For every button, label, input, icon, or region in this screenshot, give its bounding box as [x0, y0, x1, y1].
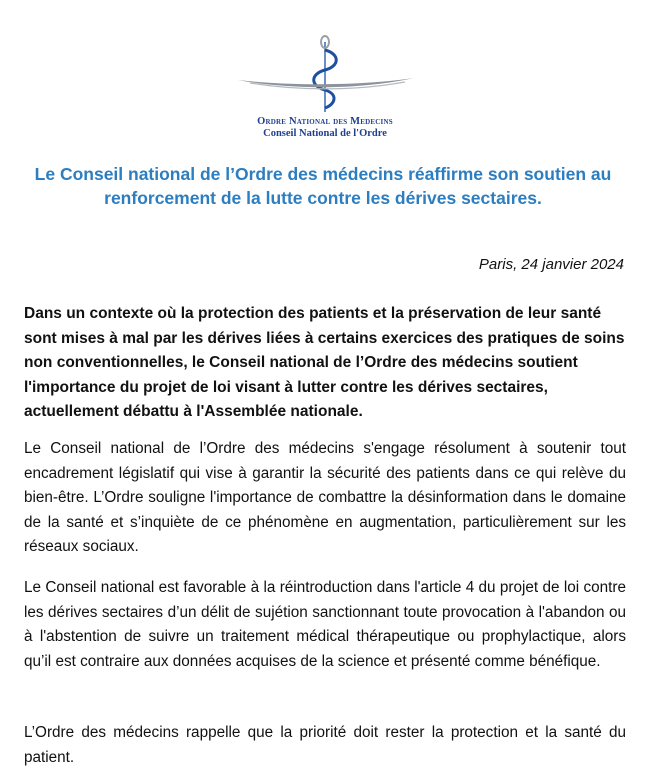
body-paragraph-1: Le Conseil national de l’Ordre des médecins s'engage résolument à soutenir tout encadrement législatif qui vise à garantir la sécurité des patients dans ce qui relève du bien-être. L’Ordre souligne l'importance de combattre la désinformation dans le domaine de la santé et s’inquiète de ce phénomène en augmentation, particulièrement sur les réseaux sociaux.: [24, 440, 626, 555]
press-release-title: Le Conseil national de l’Ordre des médecins réaffirme son soutien au renforcement de la lutte contre les dérives sectaires.: [34, 164, 612, 208]
caduceus-logo-icon: [230, 28, 420, 116]
body-paragraph-3: L’Ordre des médecins rappelle que la priorité doit rester la protection et la santé du patient.: [24, 724, 626, 766]
lead-paragraph: Dans un contexte où la protection des patients et la préservation de leur santé sont mises à mal par les dérives liées à certains exercices des pratiques de soins non conventionnelles, le Conseil national de l’Ordre des médecins soutient l'importance du projet de loi visant à lutter contre les dérives sectaires, actuellement débattu à l'Assemblée nationale.: [24, 305, 625, 420]
release-date: Paris, 24 janvier 2024: [478, 256, 624, 273]
logo-subtitle: Conseil National de l'Ordre: [263, 128, 387, 139]
ordre-logo: [230, 28, 420, 138]
logo-title: Ordre National des Medecins: [257, 116, 393, 127]
body-paragraph-2: Le Conseil national est favorable à la réintroduction dans l'article 4 du projet de loi contre les dérives sectaires d’un délit de sujétion sanctionnant toute provocation à l'abandon ou à l'abstention de suivre un traitement médical thérapeutique ou prophylactique, alors qu’il est contraire aux données acquises de la science et présenté comme bénéfique.: [24, 579, 626, 670]
